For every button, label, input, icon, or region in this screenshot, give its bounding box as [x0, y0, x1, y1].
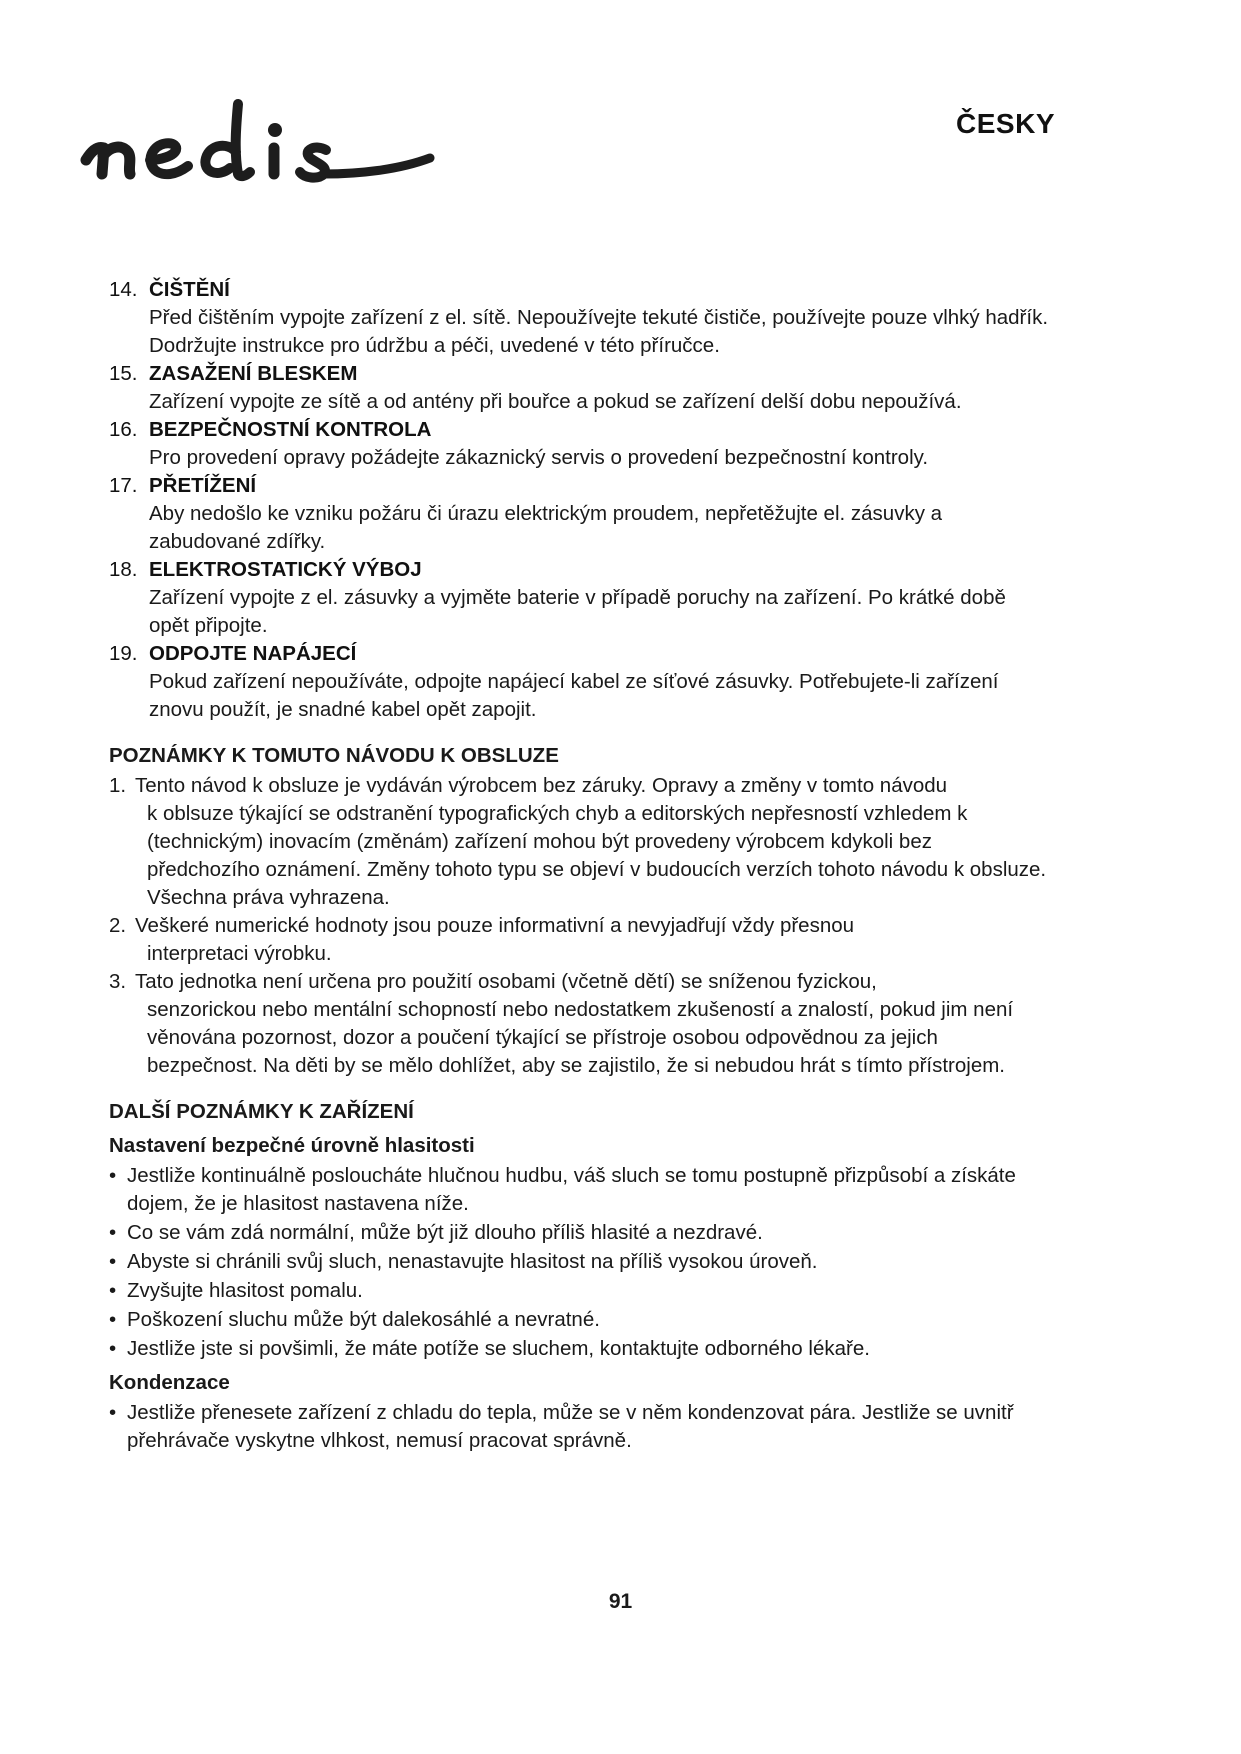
safety-item-title: PŘETÍŽENÍ	[149, 474, 257, 497]
safety-item	[109, 472, 1049, 556]
note-text-continued: interpretaci výrobku.	[147, 942, 332, 965]
volume-subheading: Nastavení bezpečné úrovně hlasitosti	[109, 1134, 475, 1157]
condensation-subheading: Kondenzace	[109, 1371, 230, 1394]
further-notes-heading: DALŠÍ POZNÁMKY K ZAŘÍZENÍ	[109, 1100, 414, 1123]
note-number: 3.	[109, 970, 127, 993]
bullet-icon: •	[109, 1279, 117, 1302]
list-item-text: Jestliže kontinuálně posloucháte hlučnou hudbu, váš sluch se tomu postupně přizpůsobí a získáte dojem, že je hlasitost nastavena níže.	[127, 1164, 1016, 1215]
safety-item-title: ČIŠTĚNÍ	[149, 278, 230, 301]
list-item-text: Jestliže přenesete zařízení z chladu do tepla, může se v něm kondenzovat pára. Jestliže se uvnitř přehrávače vyskytne vlhkost, nemusí pracovat správně.	[127, 1401, 1014, 1452]
safety-item-title: ZASAŽENÍ BLESKEM	[149, 362, 358, 385]
safety-item-text: Pro provedení opravy požádejte zákaznický servis o provedení bezpečnostní kontroly.	[149, 446, 929, 469]
note-text-first-line: Tento návod k obsluze je vydáván výrobcem bez záruky. Opravy a změny v tomto návodu	[135, 774, 948, 797]
bullet-icon: •	[109, 1401, 117, 1424]
bullet-icon: •	[109, 1250, 117, 1273]
main-content	[109, 276, 1049, 1456]
bullet-icon: •	[109, 1308, 117, 1331]
list-item	[109, 1399, 1049, 1455]
safety-item-heading	[109, 556, 1049, 584]
note-item	[109, 968, 1049, 1080]
safety-item-heading	[109, 360, 1049, 388]
note-text-continued: senzorickou nebo mentální schopností nebo nedostatkem zkušeností a znalostí, pokud jim není věnována pozornost, dozor a poučení týkající se přístroje osobou odpovědnou za jejich bezpečnost. Na děti by se mělo dohlížet, aby se zajistilo, že si nebudou hrát s tímto přístrojem.	[147, 998, 1014, 1077]
list-item-text: Poškození sluchu může být dalekosáhlé a nevratné.	[127, 1308, 600, 1331]
note-text-first-line: Tato jednotka není určena pro použití osobami (včetně dětí) se sníženou fyzickou,	[135, 970, 877, 993]
note-number: 1.	[109, 774, 127, 797]
safety-item	[109, 556, 1049, 640]
notes-heading: POZNÁMKY K TOMUTO NÁVODU K OBSLUZE	[109, 744, 559, 767]
note-text	[135, 912, 1049, 968]
safety-item-number: 18.	[109, 558, 138, 581]
safety-item-number: 14.	[109, 278, 138, 301]
safety-item-text: Zařízení vypojte z el. zásuvky a vyjměte baterie v případě poruchy na zařízení. Po krátké době opět připojte.	[149, 586, 1006, 637]
safety-item	[109, 416, 1049, 472]
list-item	[109, 1335, 1049, 1363]
note-text-first-line: Veškeré numerické hodnoty jsou pouze informativní a nevyjadřují vždy přesnou	[135, 914, 855, 937]
safety-item-heading	[109, 640, 1049, 668]
safety-item-heading	[109, 472, 1049, 500]
note-text	[135, 772, 1049, 912]
bullet-icon: •	[109, 1164, 117, 1187]
list-item	[109, 1162, 1049, 1218]
safety-item-number: 15.	[109, 362, 138, 385]
safety-item	[109, 640, 1049, 724]
language-label: ČESKY	[956, 108, 1055, 139]
safety-item-text: Zařízení vypojte ze sítě a od antény při bouřce a pokud se zařízení delší dobu nepoužívá.	[149, 390, 962, 413]
safety-item-heading	[109, 416, 1049, 444]
safety-item-title: ELEKTROSTATICKÝ VÝBOJ	[149, 558, 422, 581]
safety-instructions-list	[109, 276, 1049, 724]
safety-item-number: 16.	[109, 418, 138, 441]
safety-item-title: ODPOJTE NAPÁJECÍ	[149, 642, 357, 665]
nedis-logo	[78, 96, 458, 206]
list-item	[109, 1277, 1049, 1305]
safety-item-text: Aby nedošlo ke vzniku požáru či úrazu elektrickým proudem, nepřetěžujte el. zásuvky a zabudované zdířky.	[149, 502, 943, 553]
page-number: 91	[608, 1590, 633, 1613]
svg-text:nedis: nedis	[78, 96, 81, 97]
safety-item-number: 17.	[109, 474, 138, 497]
list-item-text: Co se vám zdá normální, může být již dlouho příliš hlasité a nezdravé.	[127, 1221, 763, 1244]
safety-item-text: Pokud zařízení nepoužíváte, odpojte napájecí kabel ze síťové zásuvky. Potřebujete-li zařízení znovu použít, je snadné kabel opět zapojit.	[149, 670, 999, 721]
list-item	[109, 1219, 1049, 1247]
list-item-text: Abyste si chránili svůj sluch, nenastavujte hlasitost na příliš vysokou úroveň.	[127, 1250, 818, 1273]
volume-bullet-list	[109, 1162, 1049, 1363]
list-item-text: Zvyšujte hlasitost pomalu.	[127, 1279, 363, 1302]
safety-item-number: 19.	[109, 642, 138, 665]
note-text	[135, 968, 1049, 1080]
bullet-icon: •	[109, 1337, 117, 1360]
list-item-text: Jestliže jste si povšimli, že máte potíže se sluchem, kontaktujte odborného lékaře.	[127, 1337, 870, 1360]
list-item	[109, 1306, 1049, 1334]
note-item	[109, 772, 1049, 912]
condensation-bullet-list	[109, 1399, 1049, 1455]
bullet-icon: •	[109, 1221, 117, 1244]
note-item	[109, 912, 1049, 968]
safety-item-title: BEZPEČNOSTNÍ KONTROLA	[149, 418, 432, 441]
note-text-continued: k oblsuze týkající se odstranění typografických chyb a editorských nepřesností vzhledem k (technickým) inovacím (změnám) zařízení mohou být provedeny výrobcem kdykoli bez předchozího oznámení. Změny tohoto typu se objeví v budoucích verzích tohoto návodu k obsluze. Všechna práva vyhrazena.	[147, 802, 1047, 909]
list-item	[109, 1248, 1049, 1276]
safety-item-heading	[109, 276, 1049, 304]
note-number: 2.	[109, 914, 127, 937]
safety-item	[109, 276, 1049, 360]
safety-item-text: Před čištěním vypojte zařízení z el. sítě. Nepoužívejte tekuté čističe, používejte pouze vlhký hadřík. Dodržujte instrukce pro údržbu a péči, uvedené v této příručce.	[149, 306, 1049, 357]
safety-item	[109, 360, 1049, 416]
notes-list	[109, 772, 1049, 1080]
